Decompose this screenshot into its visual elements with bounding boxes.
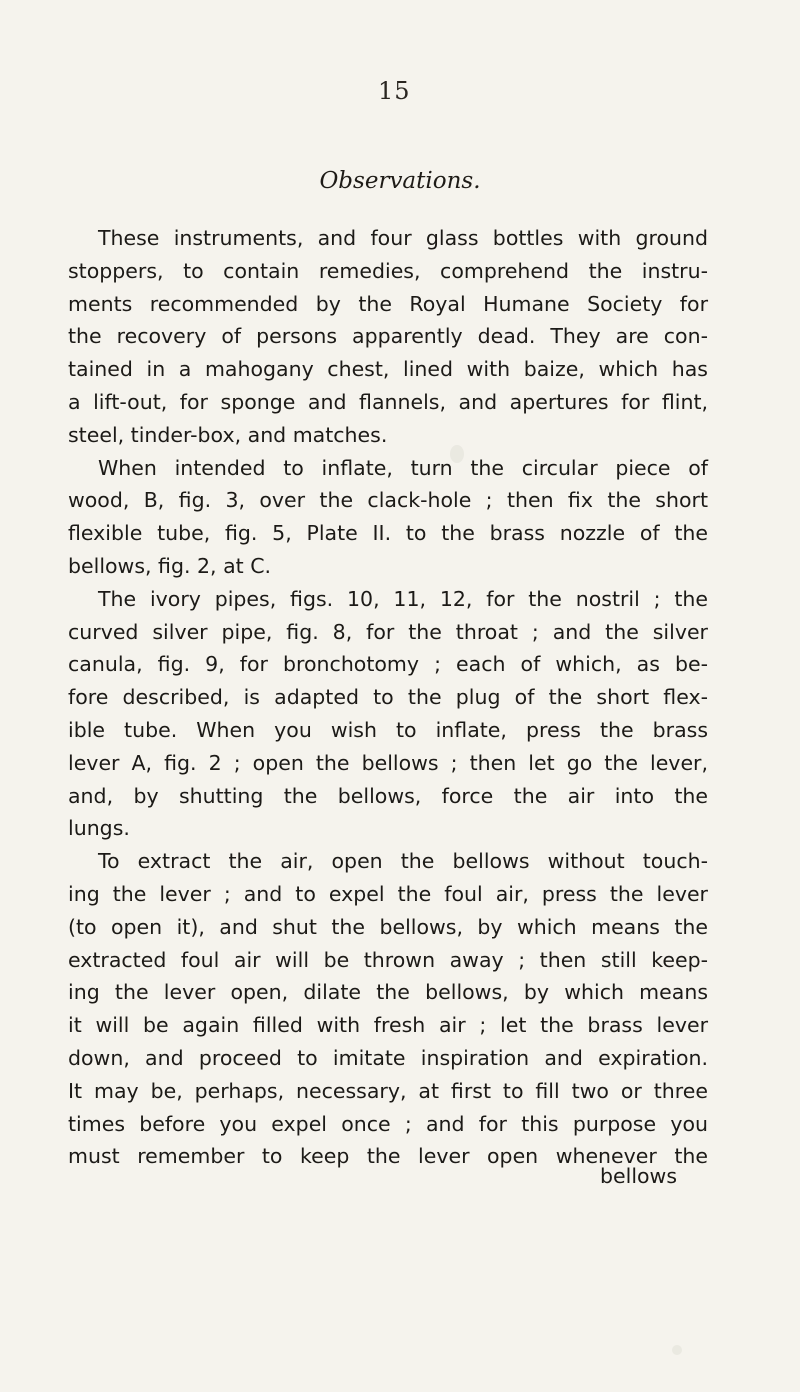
text-line: lungs. [68,816,130,841]
text-line: curved silver pipe, fig. 8, for the throat ; and the silver [68,619,708,644]
text-line: ing the lever ; and to expel the foul air, press the lever [68,881,708,906]
text-line: lever A, fig. 2 ; open the bellows ; then let go the lever, [68,750,708,775]
text-line: flexible tube, fig. 5, Plate II. to the brass nozzle of the [68,521,708,546]
paper-spot [672,1345,682,1355]
text-line: it will be again filled with fresh air ; let the brass lever [68,1013,708,1038]
text-line: ments recommended by the Royal Humane Society for [68,291,708,316]
text-line: The ivory pipes, figs. 10, 11, 12, for the nostril ; the [98,586,708,611]
text-line: fore described, is adapted to the plug of the short flex- [68,685,708,710]
text-line: extracted foul air will be thrown away ; then still keep- [68,947,708,972]
text-line: steel, tinder-box, and matches. [68,422,388,447]
text-line: canula, fig. 9, for bronchotomy ; each of which, as be- [68,652,708,677]
text-line: a lift-out, for sponge and flannels, and apertures for flint, [68,389,708,414]
text-line: times before you expel once ; and for this purpose you [68,1111,708,1136]
text-line: stoppers, to contain remedies, comprehend the instru- [68,258,708,283]
text-line: (to open it), and shut the bellows, by which means the [68,914,708,939]
text-line: bellows, fig. 2, at C. [68,553,272,578]
text-line: It may be, perhaps, necessary, at first to fill two or three [68,1078,708,1103]
text-line: wood, B, fig. 3, over the clack-hole ; then fix the short [68,488,708,513]
text-line: down, and proceed to imitate inspiration and expiration. [68,1045,708,1070]
page-number: 15 [378,77,411,105]
text-line: These instruments, and four glass bottles with ground [98,226,708,250]
text-line: tained in a mahogany chest, lined with baize, which has [68,357,708,382]
text-line: ible tube. When you wish to inflate, press the brass [68,717,708,742]
text-line: ing the lever open, dilate the bellows, by which means [68,980,708,1005]
text-line: To extract the air, open the bellows without touch- [98,849,708,874]
section-heading: Observations. [319,168,481,194]
catchword: bellows [600,1164,678,1188]
text-line: and, by shutting the bellows, force the air into the [68,783,708,808]
text-line: When intended to inflate, turn the circular piece of [98,455,708,480]
text-line: must remember to keep the lever open whenever the [68,1144,708,1169]
text-line: the recovery of persons apparently dead. They are con- [68,324,708,349]
body-text [68,222,708,1173]
